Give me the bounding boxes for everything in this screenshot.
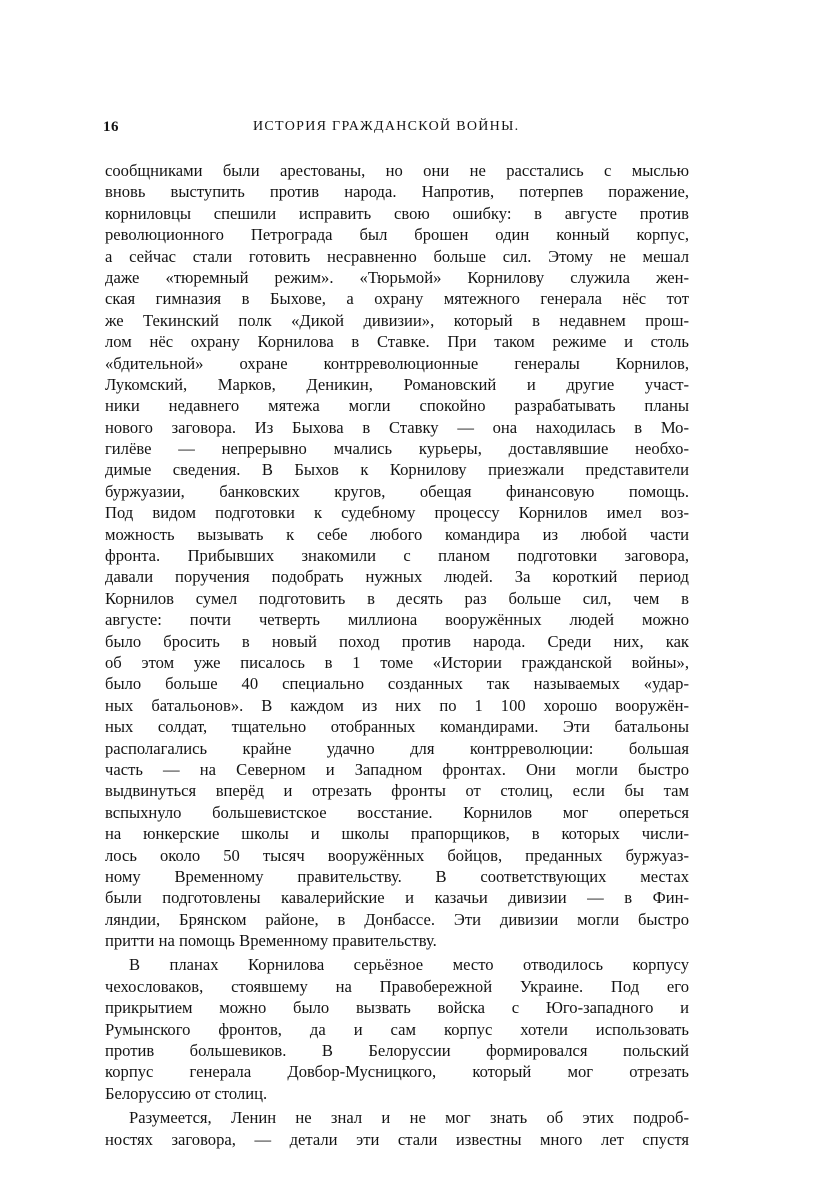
- text-line: Корнилов сумел подготовить в десять раз больше сил, чем в: [105, 588, 689, 608]
- text-line: вспыхнуло большевистское восстание. Корнилов мог опереться: [105, 802, 689, 822]
- text-line: можность вызывать к себе любого командира из любой части: [105, 524, 689, 544]
- text-line: было бросить в новый поход против народа. Среди них, как: [105, 631, 689, 651]
- text-line: на юнкерские школы и школы прапорщиков, в которых числи-: [105, 824, 689, 844]
- text-line: было больше 40 специально созданных так называемых «удар-: [105, 674, 689, 694]
- text-line: ская гимназия в Быхове, а охрану мятежного генерала нёс тот: [105, 289, 689, 309]
- text-line: буржуазии, банковских кругов, обещая финансовую помощь.: [105, 481, 689, 501]
- text-line: нового заговора. Из Быхова в Ставку — она находилась в Мо-: [105, 417, 689, 437]
- text-line: же Текинский полк «Дикой дивизии», который в недавнем прош-: [105, 310, 689, 330]
- text-line: даже «тюремный режим». «Тюрьмой» Корнилову служила жен-: [105, 267, 689, 287]
- text-line: димые сведения. В Быхов к Корнилову приезжали представители: [105, 460, 689, 480]
- text-line: Разумеется, Ленин не знал и не мог знать об этих подроб-: [129, 1108, 689, 1128]
- text-line: фронта. Прибывших знакомили с планом подготовки заговора,: [105, 546, 689, 566]
- text-line: сообщниками были арестованы, но они не расстались с мыслью: [105, 161, 689, 180]
- text-line: августе: почти четверть миллиона вооружённых людей можно: [105, 610, 689, 630]
- text-line: ных солдат, тщательно отобранных командирами. Эти батальоны: [105, 717, 689, 737]
- text-line: об этом уже писалось в 1 томе «Истории гражданской войны»,: [105, 652, 689, 672]
- text-line: ных батальонов». В каждом из них по 1 100 хорошо вооружён-: [105, 695, 689, 715]
- text-line: располагались крайне удачно для контрреволюции: большая: [105, 738, 689, 758]
- paragraph: [105, 160, 689, 951]
- paragraph: [105, 954, 689, 1104]
- text-line: выдвинуться вперёд и отрезать фронты от столиц, если бы там: [105, 781, 689, 801]
- text-line: ники недавнего мятежа могли спокойно разрабатывать планы: [105, 396, 689, 416]
- text-line: прикрытием можно было вызвать войска с Юго-западного и: [105, 998, 689, 1018]
- text-line: Белоруссию от столиц.: [105, 1083, 268, 1103]
- text-line: корниловцы спешили исправить свою ошибку: в августе против: [105, 203, 689, 223]
- book-title: ИСТОРИЯ ГРАЖДАНСКОЙ ВОЙНЫ.: [253, 119, 520, 134]
- text-line: чехословаков, стоявшему на Правобережной Украине. Под его: [105, 976, 689, 996]
- running-head: [103, 119, 687, 143]
- text-line: давали поручения подобрать нужных людей. За короткий период: [105, 567, 689, 587]
- text-line: ностях заговора, — детали эти стали известны много лет спустя: [105, 1129, 689, 1149]
- text-line: лом нёс охрану Корнилова в Ставке. При таком режиме и столь: [105, 332, 689, 352]
- text-line: корпус генерала Довбор-Мусницкого, который мог отрезать: [105, 1062, 689, 1082]
- text-line: Под видом подготовки к судебному процессу Корнилов имел воз-: [105, 503, 689, 523]
- body-text: [105, 160, 689, 1150]
- page-number: 16: [103, 119, 119, 135]
- text-line: гилёве — непрерывно мчались курьеры, доставлявшие необхо-: [105, 439, 689, 459]
- text-line: были подготовлены кавалерийские и казачьи дивизии — в Фин-: [105, 888, 689, 908]
- text-line: ляндии, Брянском районе, в Донбассе. Эти дивизии могли быстро: [105, 909, 689, 929]
- text-line: В планах Корнилова серьёзное место отводилось корпусу: [129, 955, 689, 975]
- text-line: вновь выступить против народа. Напротив, потерпев поражение,: [105, 182, 689, 202]
- text-line: а сейчас стали готовить несравненно больше сил. Этому не мешал: [105, 246, 689, 266]
- text-line: ному Временному правительству. В соответствующих местах: [105, 866, 689, 886]
- text-line: часть — на Северном и Западном фронтах. Они могли быстро: [105, 759, 689, 779]
- text-line: революционного Петрограда был брошен один конный корпус,: [105, 225, 689, 245]
- text-line: Румынского фронтов, да и сам корпус хотели использовать: [105, 1019, 689, 1039]
- text-line: против большевиков. В Белоруссии формировался польский: [105, 1041, 689, 1061]
- text-line: «бдительной» охране контрреволюционные генералы Корнилов,: [105, 353, 689, 373]
- text-line: лось около 50 тысяч вооружённых бойцов, преданных буржуаз-: [105, 845, 689, 865]
- text-line: Лукомский, Марков, Деникин, Романовский и другие участ-: [105, 374, 689, 394]
- text-line: притти на помощь Временному правительству.: [105, 931, 437, 951]
- paragraph: [105, 1107, 689, 1150]
